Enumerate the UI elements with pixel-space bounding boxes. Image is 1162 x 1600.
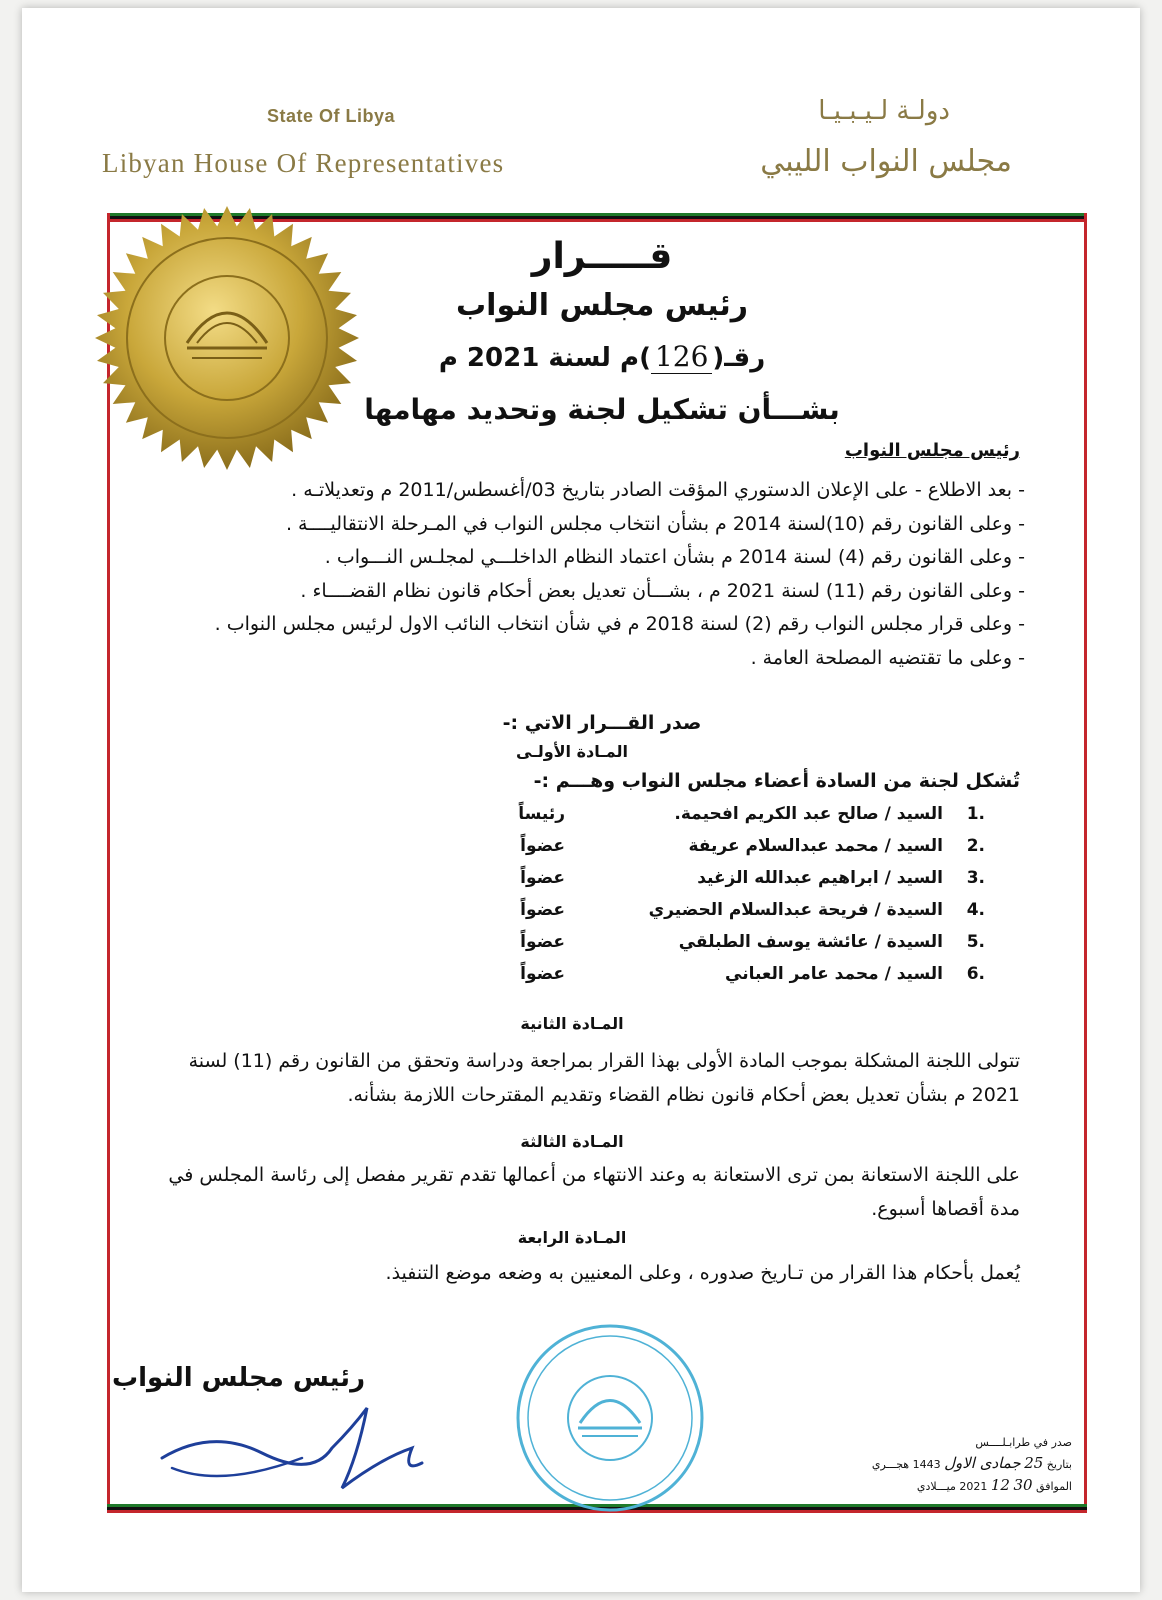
recital-item: - وعلى القانون رقم (11) لسنة 2021 م ، بشـــأن تعديل بعض أحكام قانون نظام القضــــاء .: [300, 579, 1025, 602]
member-row: 4. السيدة / فريحة عبدالسلام الحضيري عضواً: [520, 900, 985, 920]
article-4-text: يُعمل بأحكام هذا القرار من تـاريخ صدوره ، وعلى المعنيين به وضعه موضع التنفيذ.: [385, 1262, 1020, 1284]
member-role: عضواً: [520, 932, 565, 952]
header-house-en: Libyan House Of Representatives: [102, 148, 505, 178]
gold-seal-icon: [92, 203, 362, 477]
decree-heading: صدر القـــرار الاتي :-: [502, 712, 702, 734]
member-name: السيدة / فريحة عبدالسلام الحضيري: [648, 900, 943, 920]
article-2-text: تتولى اللجنة المشكلة بموجب المادة الأولى بهذا القرار بمراجعة ودراسة وتحقق من القانون رقم (11) لسنة 2021 م بشأن تعديل بعض أحكام قانون نظام القضاء وتقديم المقترحات اللازمة بشأنه.: [188, 1050, 1020, 1106]
member-role: عضواً: [520, 868, 565, 888]
article-1-intro: تُشكل لجنة من السادة أعضاء مجلس النواب وهـــم :-: [533, 770, 1020, 792]
member-row: 6. السيد / محمد عامر العباني عضواً: [520, 964, 985, 984]
signature-icon: [152, 1398, 452, 1512]
member-role: عضواً: [520, 964, 565, 984]
member-role: عضواً: [520, 836, 565, 856]
recital-item: - بعد الاطلاع - على الإعلان الدستوري المؤقت الصادر بتاريخ 03/أغسطس/2011 م وتعديلاتـه .: [291, 479, 1025, 501]
member-role: عضواً: [520, 900, 565, 920]
committee-members-list: [465, 804, 985, 996]
header-state-en: State Of Libya: [267, 106, 396, 126]
issue-gregorian-date: الموافق 30 12 2021 ميـــلادي: [916, 1476, 1072, 1494]
article-3-title: المـادة الثالثة: [520, 1132, 624, 1151]
article-4-title: المـادة الرابعة: [517, 1228, 627, 1247]
signatory-title: رئيس مجلس النواب: [112, 1363, 366, 1393]
member-row: 5. السيدة / عائشة يوسف الطبلقي عضواً: [520, 932, 985, 952]
header-state-ar: دولـة لـيـبـيـا: [818, 96, 950, 126]
recital-item: - وعلى ما تقتضيه المصلحة العامة .: [750, 646, 1025, 669]
recital-item: - وعلى القانون رقم (10)لسنة 2014 م بشأن انتخاب مجلس النواب في المـرحلة الانتقاليــــة .: [285, 512, 1025, 535]
article-1-title: المـادة الأولـى: [516, 742, 628, 761]
member-row: 1. السيد / صالح عبد الكريم افحيمة. رئيساً: [518, 804, 985, 824]
decision-number: رقـ(126)م لسنة 2021 م: [438, 340, 766, 373]
decision-issuer: رئيس مجلس النواب: [456, 288, 748, 323]
member-name: السيد / محمد عبدالسلام عريفة: [688, 836, 943, 856]
header-house-ar: مجلس النواب الليبي: [760, 144, 1012, 179]
document-page: [22, 8, 1140, 1592]
recitals-list: [125, 474, 1025, 675]
issue-place: صدر في طرابـلــــس: [975, 1436, 1072, 1449]
member-name: السيدة / عائشة يوسف الطبلقي: [678, 932, 943, 952]
member-role: رئيساً: [518, 804, 565, 824]
member-name: السيد / ابراهيم عبدالله الزغيد: [697, 868, 943, 888]
member-name: السيد / محمد عامر العباني: [725, 964, 943, 984]
member-name: السيد / صالح عبد الكريم افحيمة.: [674, 804, 943, 824]
blue-stamp-icon: [510, 1318, 710, 1522]
recital-item: - وعلى قرار مجلس النواب رقم (2) لسنة 2018 م في شأن انتخاب النائب الاول لرئيس مجلس النواب .: [214, 613, 1025, 635]
article-2-title: المـادة الثانية: [520, 1014, 624, 1033]
decision-number-value: 126: [651, 340, 712, 374]
member-row: 2. السيد / محمد عبدالسلام عريفة عضواً: [520, 836, 985, 856]
decision-subject: بشـــأن تشكيل لجنة وتحديد مهامها: [364, 393, 840, 426]
recitals-heading: رئيس مجلس النواب: [844, 440, 1020, 461]
issue-hijri-date: بتاريخ 25 جمادى الاول 1443 هجـــري: [871, 1454, 1072, 1472]
recital-item: - وعلى القانون رقم (4) لسنة 2014 م بشأن اعتماد النظام الداخلـــي لمجلـس النـــواب .: [324, 546, 1025, 568]
article-3-text: على اللجنة الاستعانة بمن ترى الاستعانة به وعند الانتهاء من أعمالها تقدم تقرير مفصل إلى رئاسة المجلس في مدة أقصاها أسبوع.: [168, 1164, 1020, 1220]
decision-title: قـــــرار: [531, 236, 673, 277]
member-row: 3. السيد / ابراهيم عبدالله الزغيد عضواً: [520, 868, 985, 888]
issue-details: [822, 1433, 1072, 1497]
